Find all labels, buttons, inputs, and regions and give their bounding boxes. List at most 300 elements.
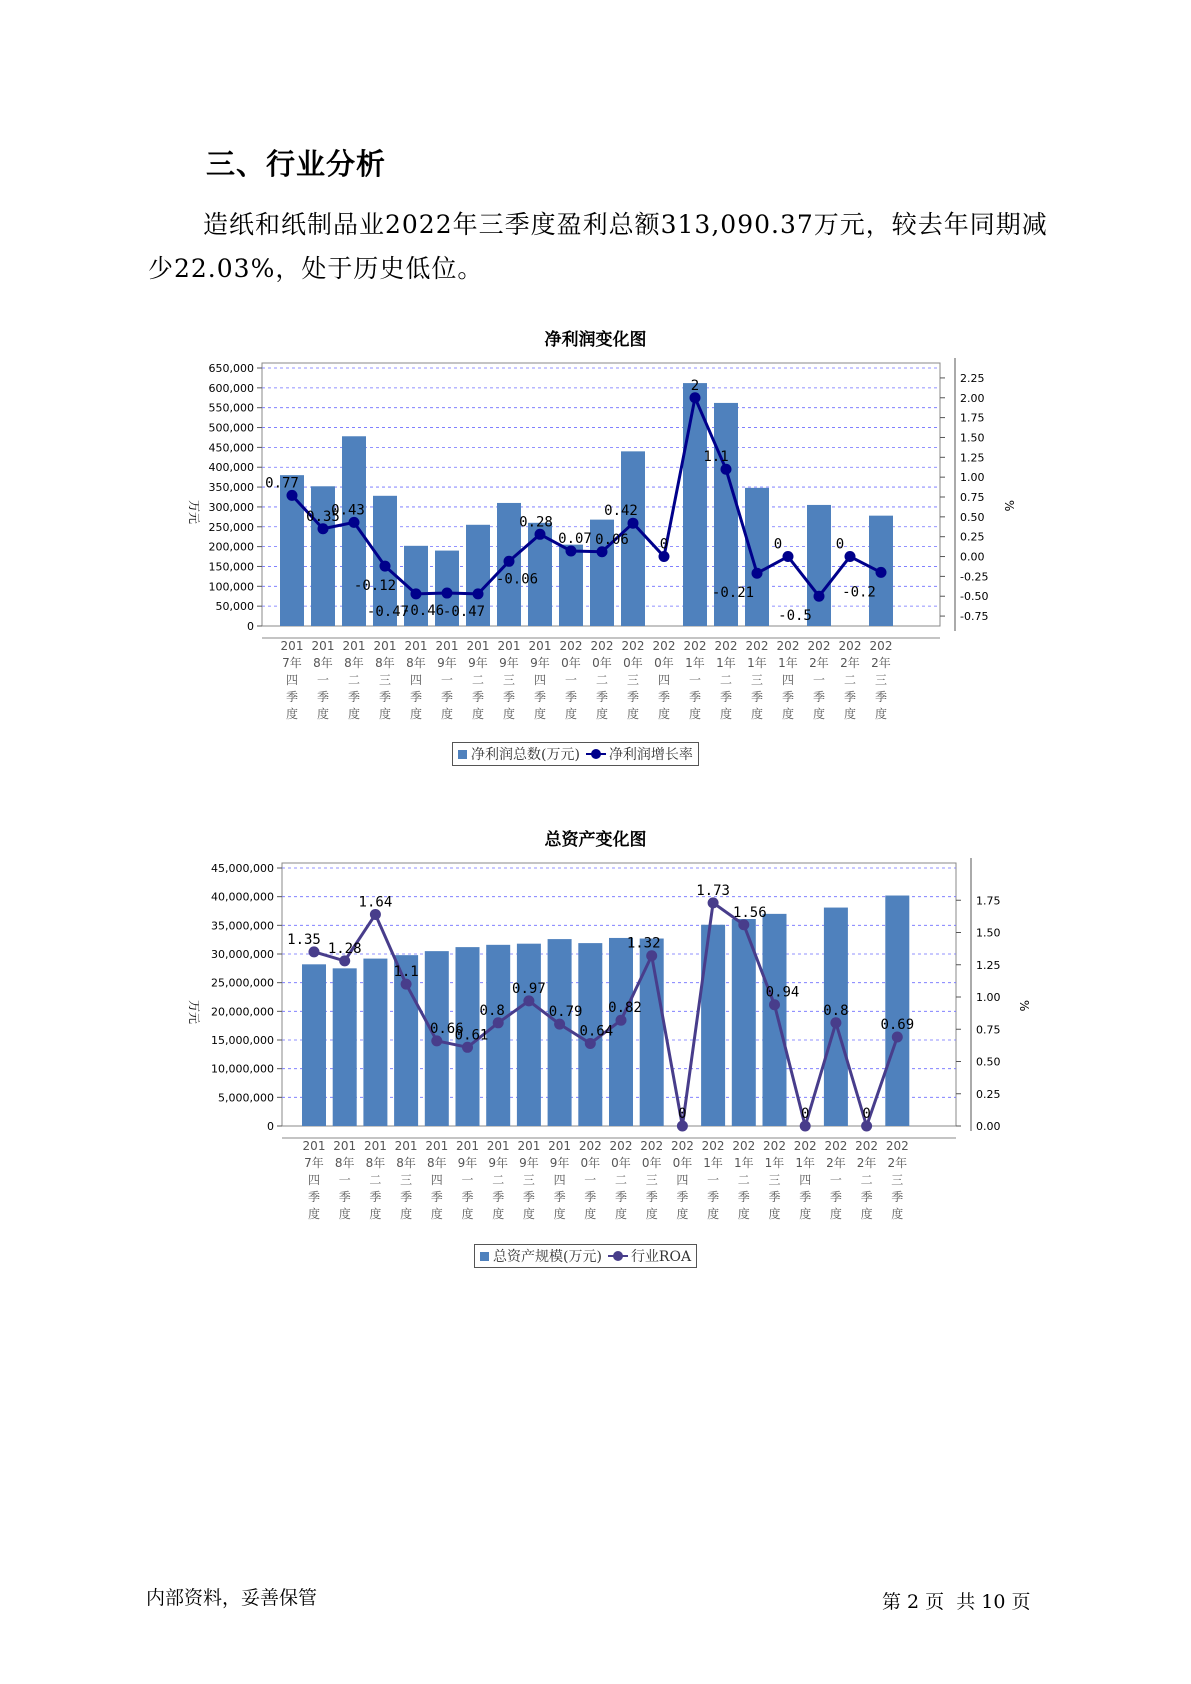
x-tick-label: 202 [824,1139,848,1153]
summary-paragraph: 造纸和纸制品业2022年三季度盈利总额313,090.37万元，较去年同期减少22.03%，处于历史低位。 [148,210,1048,283]
x-tick-label: 四 [285,673,299,687]
line-point [690,392,701,403]
data-label: 0 [659,536,669,553]
y-tick-label: 20,000,000 [211,1005,274,1019]
x-tick-label: 度 [719,707,733,721]
x-tick-label: 二 [471,673,485,687]
x-tick-label: 四 [533,673,547,687]
x-tick-label: 201 [333,1139,357,1153]
data-label: 0.06 [595,531,629,548]
profit-chart [0,360,1191,780]
x-tick-label: 度 [316,707,330,721]
x-tick-label: 度 [812,707,826,721]
x-tick-label: 2年 [887,1156,908,1170]
x-tick-label: 季 [285,690,299,704]
x-tick-label: 202 [855,1139,879,1153]
data-label: 1.28 [327,940,362,957]
x-tick-label: 四 [799,1173,812,1187]
y-axis-unit: 万元 [187,500,201,525]
y2-tick-label: -0.25 [960,570,989,584]
y-tick-label: 100,000 [208,580,254,594]
x-tick-label: 202 [640,1139,664,1153]
x-tick-label: 201 [528,639,552,653]
bar [640,939,664,1126]
data-label: -0.12 [353,578,397,595]
x-tick-label: 0年 [592,656,612,670]
line-point [752,568,763,579]
x-tick-label: 度 [891,1207,904,1221]
line-point [892,1031,903,1042]
x-tick-label: 季 [657,690,671,704]
x-tick-label: 201 [404,639,428,653]
data-label: 0.43 [331,502,365,519]
x-tick-label: 度 [707,1207,720,1221]
data-label: 0.94 [765,984,800,1001]
x-tick-label: 季 [799,1190,812,1204]
x-tick-label: 三 [522,1173,535,1187]
x-tick-label: 0年 [641,1156,662,1170]
x-tick-label: 度 [829,1207,842,1221]
line-point [349,517,360,528]
x-tick-label: 季 [430,1190,443,1204]
data-label: 0.28 [519,514,553,531]
x-tick-label: 度 [553,1207,566,1221]
line-point [318,523,329,534]
y-tick-label: 25,000,000 [211,976,274,990]
x-tick-label: 一 [564,673,578,687]
y-tick-label: 250,000 [208,520,254,534]
x-tick-label: 度 [614,1207,628,1221]
x-tick-label: 202 [776,639,800,653]
x-tick-label: 201 [466,639,490,653]
y2-axis-unit: % [1017,1000,1031,1012]
x-tick-label: 0年 [580,1156,601,1170]
x-tick-label: 一 [338,1173,351,1187]
line-point [628,518,639,529]
x-tick-label: 2年 [826,1156,846,1170]
data-label: 0.61 [454,1027,489,1044]
x-tick-label: 1年 [795,1156,816,1170]
line-point [677,1121,688,1132]
x-tick-label: 季 [874,690,888,704]
x-tick-label: 季 [522,1190,535,1204]
y2-tick-label: 1.50 [960,431,985,445]
line-point [442,588,453,599]
x-tick-label: 季 [676,1190,689,1204]
y-tick-label: 400,000 [208,461,254,475]
x-tick-label: 201 [394,1139,418,1153]
x-tick-label: 8年 [334,1156,355,1170]
y2-tick-label: 1.00 [976,991,1001,1004]
x-tick-label: 季 [316,690,330,704]
y2-tick-label: 1.25 [976,958,1001,972]
confidential-note: 内部资料，妥善保管 [146,1587,318,1609]
x-tick-label: 一 [812,673,826,687]
x-tick-label: 度 [564,707,578,721]
line-point [504,556,515,567]
line-point [721,464,732,475]
data-label: 0.42 [604,503,638,520]
y-tick-label: 600,000 [208,381,254,395]
line-point [462,1042,473,1053]
x-tick-label: 202 [609,1139,633,1153]
x-tick-label: 202 [885,1139,909,1153]
x-tick-label: 季 [471,690,485,704]
data-label: 0.69 [880,1016,915,1033]
x-tick-label: 2年 [840,656,860,670]
line-point [738,919,749,930]
x-tick-label: 2年 [809,656,829,670]
x-tick-label: 202 [807,639,831,653]
bar [517,944,541,1126]
y-tick-label: 0 [267,1120,274,1133]
x-tick-label: 度 [430,1207,443,1221]
y2-tick-label: 0.75 [976,1023,1001,1037]
data-label: 2 [690,377,700,394]
x-tick-label: 季 [688,690,702,704]
x-tick-label: 202 [652,639,676,653]
x-tick-label: 度 [378,707,392,721]
x-tick-label: 201 [456,1139,479,1153]
data-label: -0.47 [366,603,410,620]
x-tick-label: 1年 [764,1156,785,1170]
data-label: 0.07 [558,530,592,547]
y2-tick-label: -0.75 [960,610,989,624]
x-tick-label: 季 [584,1190,597,1204]
x-tick-label: 202 [683,639,707,653]
x-tick-label: 202 [793,1139,817,1153]
x-tick-label: 度 [285,707,299,721]
x-tick-label: 季 [502,690,516,704]
data-label: 1.56 [732,904,767,921]
y2-tick-label: 0.00 [960,550,985,564]
x-tick-label: 度 [799,1207,812,1221]
x-tick-label: 8年 [375,656,395,670]
x-tick-label: 四 [409,673,423,687]
x-tick-label: 度 [471,707,485,721]
line-point [339,955,350,966]
x-tick-label: 201 [302,1139,326,1153]
x-tick-label: 度 [595,707,609,721]
x-tick-label: 202 [763,1139,786,1153]
data-label: -0.06 [495,571,539,588]
x-tick-label: 二 [614,1173,628,1187]
data-label: 1.1 [703,449,729,466]
line-point [597,546,608,557]
y2-tick-label: 1.50 [976,926,1001,940]
x-tick-label: 1年 [716,656,736,670]
y-tick-label: 500,000 [208,421,254,435]
y2-tick-label: 1.75 [976,894,1001,908]
data-label: -0.2 [842,584,876,601]
section-heading: 三、行业分析 [206,147,387,181]
data-label: 0 [773,536,783,553]
y-tick-label: 450,000 [208,441,254,455]
x-tick-label: 季 [492,1190,505,1204]
data-label: 0.66 [429,1020,464,1037]
line-point [659,551,670,562]
bar [885,896,909,1126]
x-tick-label: 季 [829,1190,842,1204]
line-point [845,551,856,562]
line-point [708,897,719,908]
x-tick-label: 季 [400,1190,413,1204]
y2-tick-label: 1.00 [960,471,985,485]
x-tick-label: 季 [860,1190,873,1204]
x-tick-label: 度 [657,707,671,721]
legend-line-label: 行业ROA [630,1249,692,1265]
y-tick-label: 650,000 [208,362,254,375]
line-point [646,950,657,961]
page-number: 第 2 页 共 10 页 [882,1591,1031,1613]
x-tick-label: 0年 [623,656,643,670]
x-tick-label: 度 [369,1207,382,1221]
y-tick-label: 50,000 [215,600,254,614]
bar [763,914,787,1126]
x-tick-label: 一 [440,673,454,687]
bar [745,488,769,626]
x-tick-label: 度 [409,707,423,721]
line-point [783,551,794,562]
bar [548,939,572,1126]
x-tick-label: 9年 [437,656,457,670]
data-label: -0.5 [778,608,812,625]
line-point [830,1017,841,1028]
x-tick-label: 度 [843,707,857,721]
legend-line-label: 净利润增长率 [608,747,693,763]
y-tick-label: 300,000 [208,500,254,514]
y-tick-label: 10,000,000 [211,1062,274,1076]
x-tick-label: 202 [745,639,769,653]
legend-line-swatch [586,749,606,759]
x-tick-label: 三 [891,1173,904,1187]
x-tick-label: 一 [584,1173,597,1187]
x-tick-label: 1年 [703,1156,723,1170]
x-tick-label: 202 [838,639,862,653]
y-tick-label: 550,000 [208,401,254,415]
x-tick-label: 度 [768,1207,781,1221]
x-tick-label: 季 [707,1190,720,1204]
x-tick-label: 201 [342,639,366,653]
x-tick-label: 0年 [611,1156,631,1170]
y2-tick-label: 0.50 [976,1055,1001,1069]
y2-tick-label: 2.00 [960,391,985,405]
x-tick-label: 201 [425,1139,449,1153]
x-tick-label: 202 [621,639,645,653]
x-tick-label: 季 [843,690,857,704]
x-tick-label: 度 [584,1207,597,1221]
bar [333,968,357,1126]
x-tick-label: 季 [378,690,392,704]
x-tick-label: 季 [369,1190,382,1204]
x-tick-label: 四 [430,1173,443,1187]
x-tick-label: 度 [626,707,640,721]
x-tick-label: 202 [578,1139,602,1153]
data-label: 0.82 [608,1000,642,1017]
line-point [814,591,825,602]
x-tick-label: 三 [502,673,516,687]
x-tick-label: 三 [400,1173,413,1187]
x-tick-label: 7年 [304,1156,324,1170]
line-point [769,999,780,1010]
data-label: 1.73 [696,882,730,899]
x-tick-label: 季 [719,690,733,704]
bar [342,436,366,626]
legend-bar-label: 净利润总数(万元) [471,747,580,763]
data-label: -0.47 [442,603,486,620]
x-tick-label: 度 [688,707,702,721]
x-tick-label: 202 [590,639,614,653]
bar [486,945,510,1126]
x-tick-label: 季 [614,1190,628,1204]
y-tick-label: 5,000,000 [218,1091,274,1105]
y-axis-unit: 万元 [187,1000,201,1025]
x-tick-label: 度 [533,707,547,721]
data-label: 0 [835,536,845,553]
x-tick-label: 度 [750,707,764,721]
x-tick-label: 202 [714,639,738,653]
x-tick-label: 0年 [672,1156,693,1170]
x-tick-label: 季 [461,1190,474,1204]
x-tick-label: 四 [676,1173,689,1187]
x-tick-label: 1年 [733,1156,754,1170]
x-tick-label: 季 [347,690,361,704]
x-tick-label: 季 [750,690,764,704]
x-tick-label: 度 [440,707,454,721]
x-tick-label: 三 [378,673,392,687]
x-tick-label: 9年 [457,1156,478,1170]
y-tick-label: 35,000,000 [211,919,274,933]
data-label: -0.46 [401,603,445,620]
x-tick-label: 二 [719,673,733,687]
line-point [473,588,484,599]
x-tick-label: 度 [502,707,516,721]
x-tick-label: 1年 [747,656,767,670]
x-tick-label: 8年 [396,1156,416,1170]
y2-tick-label: 1.25 [960,451,985,465]
y-tick-label: 200,000 [208,540,254,554]
x-tick-label: 季 [645,1190,658,1204]
line-point [411,588,422,599]
data-label: 1.35 [287,931,321,948]
x-tick-label: 二 [843,673,857,687]
x-tick-label: 二 [347,673,361,687]
line-point [401,979,412,990]
x-tick-label: 201 [280,639,304,653]
x-tick-label: 季 [307,1190,321,1204]
legend-bar-label: 总资产规模(万元) [493,1249,602,1265]
y2-tick-label: 0.75 [960,491,985,504]
data-label: 1.1 [393,964,419,981]
x-tick-label: 201 [486,1139,510,1153]
line-point [554,1019,565,1030]
line-point [861,1121,872,1132]
x-tick-label: 2年 [871,656,891,670]
x-tick-label: 度 [781,707,795,721]
x-tick-label: 三 [750,673,764,687]
x-tick-label: 一 [829,1173,842,1187]
x-tick-label: 202 [559,639,583,653]
x-tick-label: 一 [688,673,702,687]
x-tick-label: 度 [492,1207,505,1221]
line-point [876,567,887,578]
x-tick-label: 9年 [468,656,488,670]
x-tick-label: 7年 [282,656,302,670]
x-tick-label: 8年 [406,656,426,670]
x-tick-label: 8年 [313,656,333,670]
x-tick-label: 季 [781,690,795,704]
bar [363,959,387,1126]
data-label: 1.64 [358,894,393,911]
x-tick-label: 201 [435,639,459,653]
data-label: 0.97 [512,980,546,997]
x-tick-label: 三 [645,1173,658,1187]
x-tick-label: 季 [812,690,826,704]
x-tick-label: 0年 [654,656,674,670]
x-tick-label: 201 [517,1139,541,1153]
x-tick-label: 201 [311,639,335,653]
y-tick-label: 40,000,000 [211,890,274,904]
x-tick-label: 四 [553,1173,566,1187]
bar [302,964,326,1126]
x-tick-label: 季 [626,690,640,704]
x-tick-label: 四 [657,673,671,687]
assets-chart-title: 总资产变化图 [544,830,647,850]
y-tick-label: 15,000,000 [211,1034,274,1047]
data-label: 0.77 [265,475,299,492]
y2-tick-label: 0.50 [960,510,985,524]
y-tick-label: 30,000,000 [211,948,274,961]
x-tick-label: 9年 [530,656,550,670]
line-point [370,909,381,920]
x-tick-label: 度 [874,707,888,721]
y2-tick-label: 0.00 [976,1120,1001,1133]
x-tick-label: 202 [701,1139,725,1153]
line-point [380,561,391,572]
x-tick-label: 202 [732,1139,756,1153]
line-point [431,1035,442,1046]
data-label: 0.8 [823,1002,849,1019]
x-tick-label: 二 [595,673,609,687]
line-point [616,1015,627,1026]
x-tick-label: 季 [768,1190,781,1204]
y2-tick-label: 1.75 [960,411,985,425]
x-tick-label: 一 [316,673,330,687]
x-tick-label: 度 [645,1207,658,1221]
x-tick-label: 度 [860,1207,873,1221]
data-label: -0.21 [711,585,755,602]
x-tick-label: 季 [338,1190,351,1204]
x-tick-label: 季 [409,690,423,704]
x-tick-label: 一 [707,1173,720,1187]
x-tick-label: 9年 [499,656,519,670]
x-tick-label: 202 [869,639,893,653]
x-tick-label: 8年 [344,656,364,670]
y2-tick-label: 0.25 [960,530,985,544]
line-point [566,545,577,556]
x-tick-label: 0年 [561,656,581,670]
line-point [493,1017,504,1028]
data-label: 0.35 [306,508,340,525]
data-label: 0 [678,1106,687,1122]
x-tick-label: 季 [737,1190,750,1204]
x-tick-label: 度 [307,1207,321,1221]
x-tick-label: 二 [369,1173,382,1187]
y-tick-label: 350,000 [208,481,254,495]
x-tick-label: 度 [347,707,361,721]
y-tick-label: 0 [247,620,254,633]
line-point [309,946,320,957]
